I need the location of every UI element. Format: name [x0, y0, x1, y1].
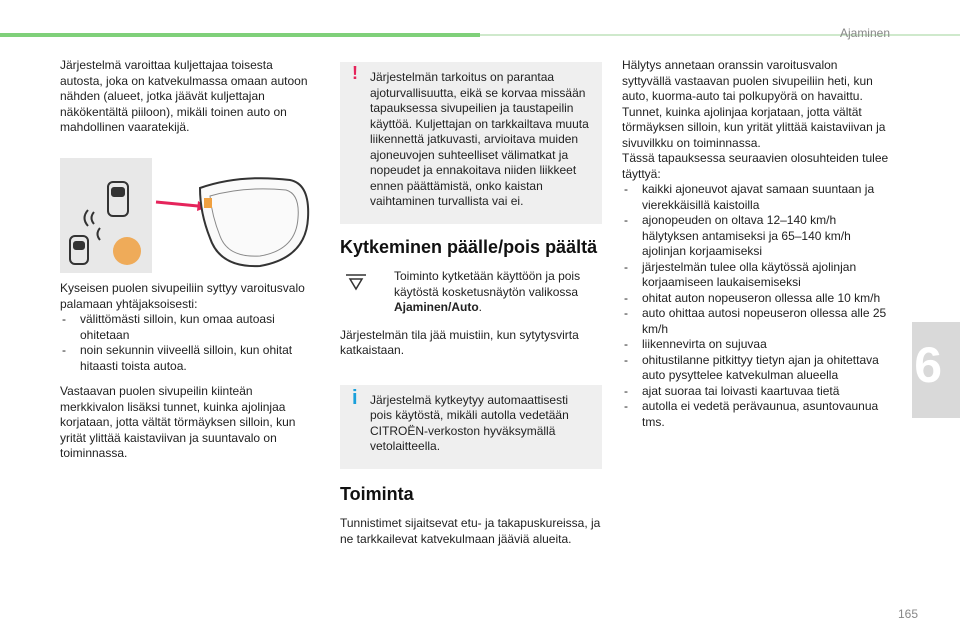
warning-note	[340, 62, 602, 224]
list-item: - ajonopeuden on oltava 12–140 km/h hälytyksen antamiseksi ja 65–140 km/h ajolinjan korjaamiseksi	[622, 213, 890, 260]
blind-spot-illustration	[60, 158, 315, 273]
toggle-text: Toiminto kytketään käyttöön ja pois käytöstä kosketusnäytön valikossa	[394, 269, 581, 299]
orange-warning-lamp	[113, 237, 141, 265]
signal-waves-icon	[85, 210, 101, 240]
light-list	[60, 312, 315, 374]
list-item: - autolla ei vedetä perävaunua, asuntovaunua tms.	[622, 399, 890, 430]
correction-paragraph: Vastaavan puolen sivupeilin kiinteän merkkivalon lisäksi tunnet, kuinka ajolinjaa korjataan, jotta vältät törmäyksen silloin, kun yrität ylittää kaistaviivan ja suuntavalo on toiminnassa.	[60, 384, 296, 460]
touchscreen-icon	[344, 271, 368, 291]
conditions-list	[622, 182, 890, 430]
conditions-lead: Tässä tapauksessa seuraavien olosuhteiden tulee täyttyä:	[622, 151, 889, 181]
warning-text: Järjestelmän tarkoitus on parantaa ajoturvallisuutta, eikä se korvaa missään tapauksessa sivupeilien ja taustapeilin käyttöä. Kuljettajan on tarkkailtava muuta liikennettä jatkuvasti, arvioitava muiden ajoneuvojen suhteelliset välimatkat ja nopeudet ja ennakoitava niiden liikkeet ennen päättämistä, onko kaistan vaihtaminen turvallista vai ei.	[370, 70, 589, 208]
list-item: - liikennevirta on sujuvaa	[622, 337, 890, 353]
side-mirror	[200, 178, 308, 266]
list-item: - ohitat auton nopeuseron ollessa alle 10 km/h	[622, 291, 890, 307]
column-3	[622, 58, 890, 430]
operation-text: Tunnistimet sijaitsevat etu- ja takapuskureissa, ja ne tarkkailevat katvekulmaan jääviä alueita.	[340, 516, 601, 546]
chapter-number: 6	[914, 337, 942, 393]
column-2	[340, 62, 602, 547]
pointer-arrow	[156, 202, 198, 206]
alert-text: Hälytys annetaan oranssin varoitusvalon syttyvällä vastaavan puolen sivupeiliin heti, kun auto, kuorma-auto tai polkupyörä on havaittu.	[622, 58, 873, 103]
light-section	[60, 281, 315, 462]
list-item: - noin sekunnin viiveellä silloin, kun ohitat hitaasti toista autoa.	[60, 343, 315, 374]
heading-toggle: Kytkeminen päälle/pois päältä	[340, 236, 598, 257]
intro-paragraph: Järjestelmä varoittaa kuljettajaa toisesta autosta, joka on katvekulmassa omaan autoon nähden (alueet, jotka jäävät kuljettajan näkökentältä piiloon), mikäli toinen auto on mahdollinen vaaratekijä.	[60, 58, 308, 134]
list-item: - ohitustilanne pitkittyy tietyn ajan ja ohitettava auto pysyttelee katvekulman alueella	[622, 353, 890, 384]
info-icon: i	[352, 386, 358, 409]
correction-text: Tunnet, kuinka ajolinjaa korjataan, jotta vältät törmäyksen silloin, kun yrität ylittää kaistaviivan ja sivuvilkku on toiminnassa.	[622, 104, 886, 150]
warning-icon: !	[352, 63, 358, 83]
info-note	[340, 385, 602, 469]
list-item: - ajat suoraa tai loivasti kaartuvaa tietä	[622, 384, 890, 400]
column-1	[60, 58, 315, 136]
list-item: - järjestelmän tulee olla käytössä ajolinjan korjaamiseen laukaisemiseksi	[622, 260, 890, 291]
list-item: - kaikki ajoneuvot ajavat samaan suuntaan ja vierekkäisillä kaistoilla	[622, 182, 890, 213]
memory-text: Järjestelmän tila jää muistiin, kun sytytysvirta katkaistaan.	[340, 327, 579, 357]
list-item: - välittömästi silloin, kun omaa autoasi ohitetaan	[60, 312, 315, 343]
toggle-menu: Ajaminen/Auto	[394, 300, 479, 314]
section-title: Ajaminen	[839, 26, 890, 40]
page-number: 165	[897, 607, 918, 621]
list-item: - auto ohittaa autosi nopeuseron ollessa alle 25 km/h	[622, 306, 890, 337]
light-lead: Kyseisen puolen sivupeiliin syttyy varoitusvalo palamaan yhtäjaksoisesti:	[60, 281, 305, 311]
mirror-warning-lamp	[204, 198, 212, 208]
heading-operation: Toiminta	[340, 483, 414, 504]
toggle-block: Toiminto kytketään käyttöön ja pois käytöstä kosketusnäytön valikossa Ajaminen/Auto.	[340, 269, 602, 316]
header-bar	[0, 33, 480, 37]
info-text: Järjestelmä kytkeytyy automaattisesti pois käytöstä, mikäli autolla vedetään CITROËN-verkoston hyväksymällä vetolaitteella.	[370, 392, 569, 453]
mirror-diagram	[60, 158, 315, 273]
